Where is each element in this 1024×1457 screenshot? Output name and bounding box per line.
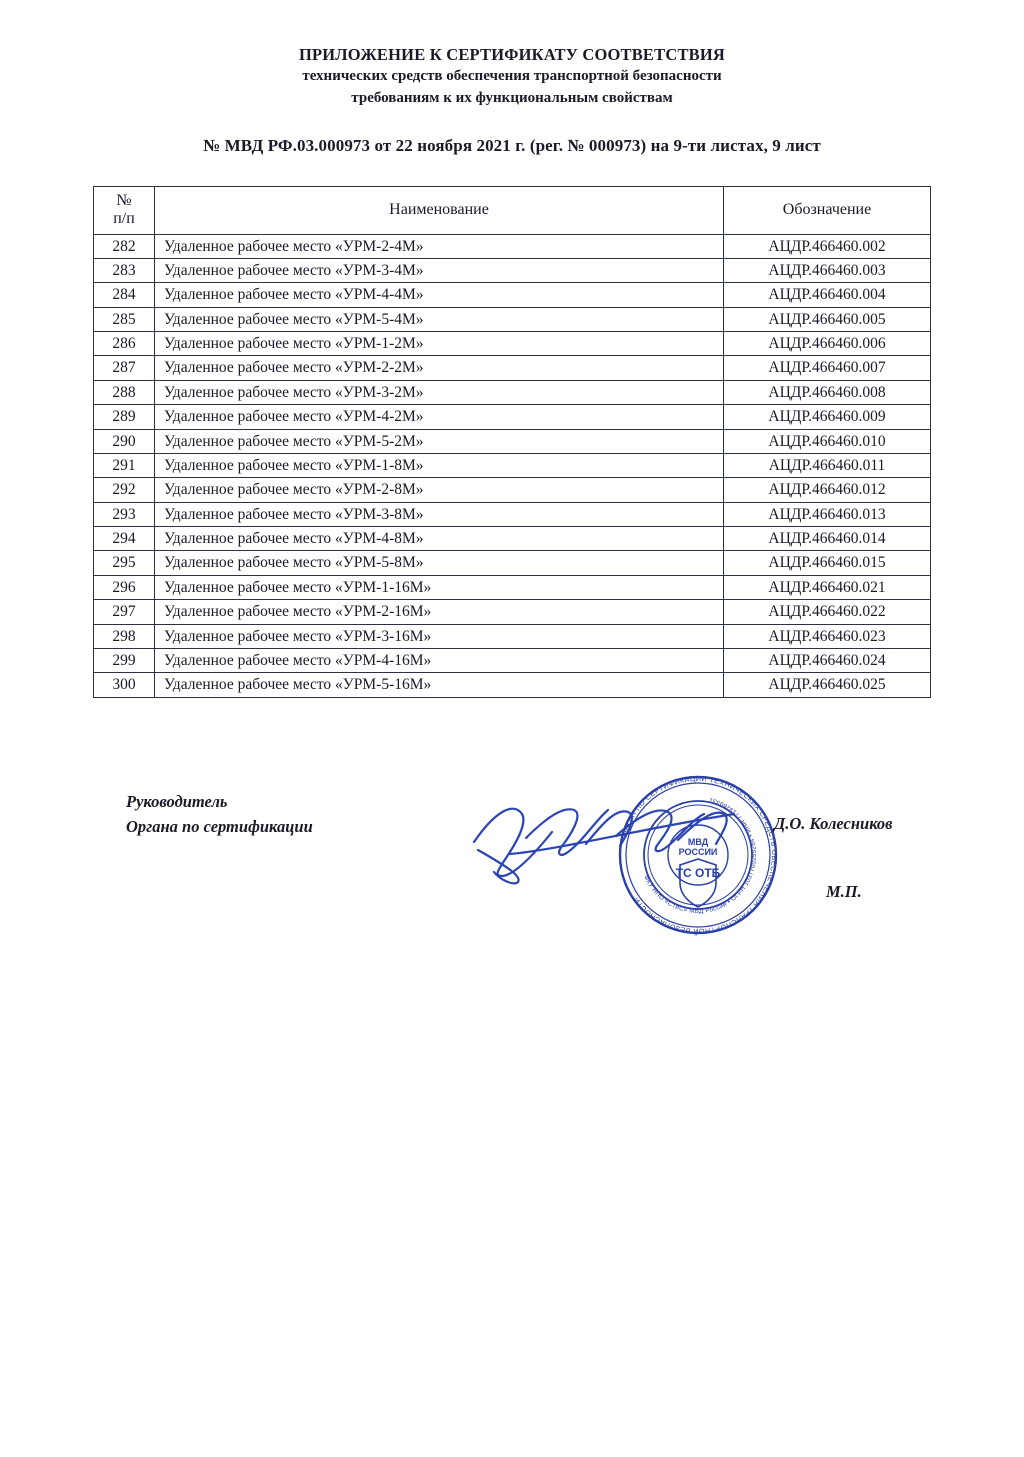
cell-number: 283 (94, 258, 155, 282)
table-row (94, 429, 931, 453)
cell-number: 290 (94, 429, 155, 453)
signatory-role-line1: Руководитель (126, 792, 228, 811)
cell-designation: АЦДР.466460.013 (724, 502, 931, 526)
cell-designation: АЦДР.466460.003 (724, 258, 931, 282)
cell-designation: АЦДР.466460.002 (724, 234, 931, 258)
cell-name: Удаленное рабочее место «УРМ-3-16М» (155, 624, 724, 648)
cell-name: Удаленное рабочее место «УРМ-5-16М» (155, 673, 724, 697)
cell-number: 287 (94, 356, 155, 380)
cell-number: 295 (94, 551, 155, 575)
signatory-role (126, 790, 386, 840)
cell-number: 296 (94, 575, 155, 599)
signatory-role-line2: Органа по сертификации (126, 816, 313, 836)
document-title-line1: ПРИЛОЖЕНИЕ К СЕРТИФИКАТУ СООТВЕТСТВИЯ (298, 45, 726, 64)
cell-designation: АЦДР.466460.015 (724, 551, 931, 575)
cell-designation: АЦДР.466460.024 (724, 648, 931, 672)
seal-place-label: М.П. (826, 882, 862, 901)
cell-designation: АЦДР.466460.021 (724, 575, 931, 599)
column-header-number (94, 186, 155, 234)
cell-number: 285 (94, 307, 155, 331)
table-row (94, 624, 931, 648)
cell-designation: АЦДР.466460.007 (724, 356, 931, 380)
products-table-body (94, 234, 931, 697)
cell-name: Удаленное рабочее место «УРМ-3-4М» (155, 258, 724, 282)
table-row (94, 575, 931, 599)
table-header-row (94, 186, 931, 234)
cell-name: Удаленное рабочее место «УРМ-2-8М» (155, 478, 724, 502)
cell-designation: АЦДР.466460.022 (724, 600, 931, 624)
table-row (94, 356, 931, 380)
cell-name: Удаленное рабочее место «УРМ-1-8М» (155, 453, 724, 477)
table-row (94, 332, 931, 356)
cell-number: 284 (94, 283, 155, 307)
cell-number: 291 (94, 453, 155, 477)
cell-name: Удаленное рабочее место «УРМ-3-2М» (155, 380, 724, 404)
cell-designation: АЦДР.466460.014 (724, 527, 931, 551)
cell-number: 300 (94, 673, 155, 697)
table-row (94, 478, 931, 502)
cell-number: 299 (94, 648, 155, 672)
table-row (94, 551, 931, 575)
cell-number: 289 (94, 405, 155, 429)
cell-designation: АЦДР.466460.008 (724, 380, 931, 404)
cell-number: 282 (94, 234, 155, 258)
handwritten-signature-icon (466, 780, 796, 890)
cell-name: Удаленное рабочее место «УРМ-4-2М» (155, 405, 724, 429)
table-row (94, 380, 931, 404)
table-row (94, 673, 931, 697)
table-row (94, 600, 931, 624)
table-row (94, 502, 931, 526)
signature-block (126, 773, 956, 937)
cell-number: 288 (94, 380, 155, 404)
cell-designation: АЦДР.466460.009 (724, 405, 931, 429)
cell-designation: АЦДР.466460.025 (724, 673, 931, 697)
table-row (94, 648, 931, 672)
cell-name: Удаленное рабочее место «УРМ-5-8М» (155, 551, 724, 575)
certificate-reference-line: № МВД РФ.03.000973 от 22 ноября 2021 г. (рег. № 000973) на 9-ти листах, 9 лист (203, 135, 821, 155)
signatory-name: Д.О. Колесников (774, 814, 893, 833)
cell-number: 297 (94, 600, 155, 624)
cell-name: Удаленное рабочее место «УРМ-4-16М» (155, 648, 724, 672)
cell-name: Удаленное рабочее место «УРМ-5-2М» (155, 429, 724, 453)
products-table-head (94, 186, 931, 234)
cell-number: 294 (94, 527, 155, 551)
column-header-name: Наименование (155, 186, 724, 234)
cell-name: Удаленное рабочее место «УРМ-4-8М» (155, 527, 724, 551)
svg-text:ТС ОТБ: ТС ОТБ (675, 866, 721, 880)
column-header-number-line2: п/п (113, 210, 135, 228)
cell-designation: АЦДР.466460.005 (724, 307, 931, 331)
cell-designation: АЦДР.466460.012 (724, 478, 931, 502)
cell-name: Удаленное рабочее место «УРМ-2-2М» (155, 356, 724, 380)
table-row (94, 258, 931, 282)
table-row (94, 283, 931, 307)
document-title-line2: технических средств обеспечения транспортной безопасности (302, 68, 722, 85)
svg-text:РОССИИ: РОССИИ (678, 847, 718, 857)
cell-number: 292 (94, 478, 155, 502)
table-row (94, 234, 931, 258)
cell-name: Удаленное рабочее место «УРМ-2-4М» (155, 234, 724, 258)
cell-designation: АЦДР.466460.006 (724, 332, 931, 356)
cell-name: Удаленное рабочее место «УРМ-1-16М» (155, 575, 724, 599)
svg-text:ФКУ НПО «СТиС» МВД России • ОГ: ФКУ НПО «СТиС» МВД России • ОГРН 1037700255284 • ИНН 7719269331 (642, 796, 759, 916)
cell-number: 298 (94, 624, 155, 648)
cell-designation: АЦДР.466460.004 (724, 283, 931, 307)
column-header-designation: Обозначение (724, 186, 931, 234)
svg-text:МВД: МВД (687, 837, 709, 847)
table-row (94, 453, 931, 477)
products-table (93, 186, 931, 698)
table-row (94, 307, 931, 331)
cell-designation: АЦДР.466460.011 (724, 453, 931, 477)
cell-name: Удаленное рабочее место «УРМ-4-4М» (155, 283, 724, 307)
table-row (94, 527, 931, 551)
cell-name: Удаленное рабочее место «УРМ-1-2М» (155, 332, 724, 356)
cell-number: 286 (94, 332, 155, 356)
document-header (0, 44, 1024, 110)
table-row (94, 405, 931, 429)
cell-number: 293 (94, 502, 155, 526)
cell-name: Удаленное рабочее место «УРМ-2-16М» (155, 600, 724, 624)
cell-name: Удаленное рабочее место «УРМ-3-8М» (155, 502, 724, 526)
cell-designation: АЦДР.466460.010 (724, 429, 931, 453)
official-round-stamp-icon (608, 765, 788, 945)
svg-text:ОРГАН ПО СЕРТИФИКАЦИИ ТЕХНИЧЕС: ОРГАН ПО СЕРТИФИКАЦИИ ТЕХНИЧЕСКИХ СРЕДСТВ ОБЕСПЕЧЕНИЯ ТРАНСПОРТНОЙ БЕЗОПАСНОСТИ (619, 773, 780, 937)
column-header-number-line1: № (116, 191, 132, 209)
document-title-line3: требованиям к их функциональным свойствам (351, 90, 673, 107)
cell-name: Удаленное рабочее место «УРМ-5-4М» (155, 307, 724, 331)
cell-designation: АЦДР.466460.023 (724, 624, 931, 648)
